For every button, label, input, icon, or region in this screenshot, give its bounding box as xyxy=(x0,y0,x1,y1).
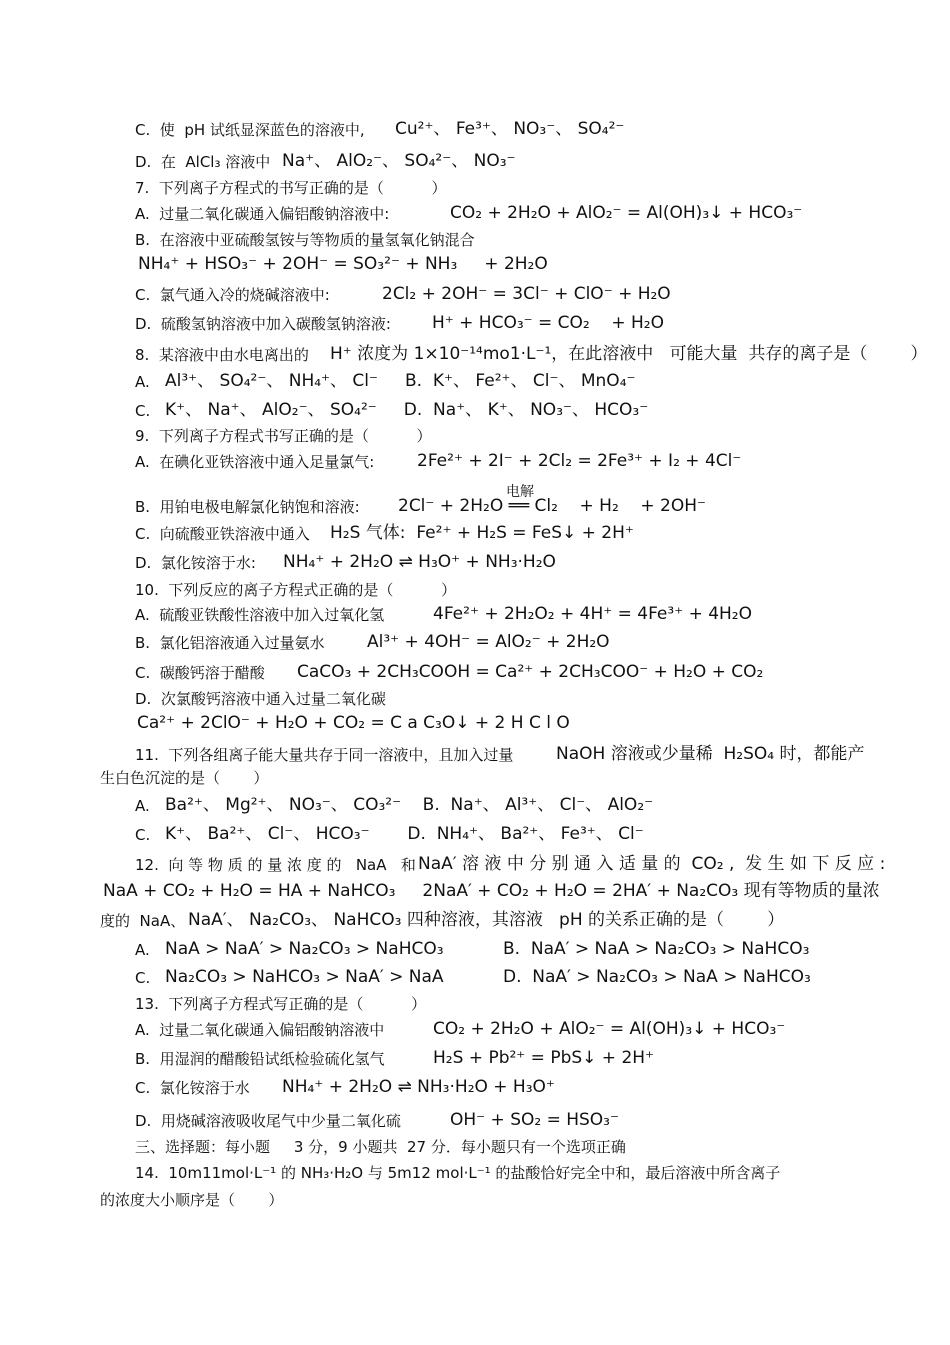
line-text: C. xyxy=(135,402,151,420)
chemical-formula: NaA + CO₂ + H₂O = HA + NaHCO₃ 2NaA′ + CO₂ + H₂O = 2HA′ + Na₂CO₃ 现有等物质的量浓 xyxy=(103,881,880,901)
line-text: D. 氯化铵溶于水: xyxy=(135,554,256,572)
chemical-formula: 4Fe²⁺ + 2H₂O₂ + 4H⁺ = 4Fe³⁺ + 4H₂O xyxy=(433,604,753,624)
chemical-formula: NH₄⁺ + 2H₂O ⇌ H₃O⁺ + NH₃·H₂O xyxy=(283,552,556,572)
line-text: A. 硫酸亚铁酸性溶液中加入过氧化氢 xyxy=(135,606,385,624)
line-text: A. 在碘化亚铁溶液中通入足量氯气: xyxy=(135,453,375,471)
line-text: D. 在 AlCl₃ 溶液中 xyxy=(135,153,271,171)
line-text: C. 向硫酸亚铁溶液中通入 xyxy=(135,525,310,543)
line-text: A. xyxy=(135,373,150,391)
line-text: A. xyxy=(135,941,150,959)
line-text: D. 用烧碱溶液吸收尾气中少量二氧化硫 xyxy=(135,1112,401,1130)
line-text: C. 氯化铵溶于水 xyxy=(135,1079,250,1097)
line-text: C. xyxy=(135,969,151,987)
chemical-formula: Ba²⁺、 Mg²⁺、 NO₃⁻、 CO₃²⁻ B. Na⁺、 Al³⁺、 Cl⁻、 AlO₂⁻ xyxy=(165,795,654,815)
line-text: B. 氯化铝溶液通入过量氨水 xyxy=(135,634,325,652)
line-text: 11. 下列各组离子能大量共存于同一溶液中，且加入过量 xyxy=(135,746,514,764)
chemical-formula: Na₂CO₃ > NaHCO₃ > NaA′ > NaA D. NaA′ > Na₂CO₃ > NaA > NaHCO₃ xyxy=(165,967,811,987)
chemical-formula: NH₄⁺ + HSO₃⁻ + 2OH⁻ = SO₃²⁻ + NH₃ + 2H₂O xyxy=(138,254,548,274)
chemical-formula: NaA′、 Na₂CO₃、 NaHCO₃ 四种溶液，其溶液 pH 的关系正确的是（ ） xyxy=(188,910,785,930)
chemical-formula: Na⁺、 AlO₂⁻、 SO₄²⁻、 NO₃⁻ xyxy=(282,151,516,171)
line-text: B. 在溶液中亚硫酸氢铵与等物质的量氢氧化钠混合 xyxy=(135,231,475,249)
chemical-formula: CO₂ + 2H₂O + AlO₂⁻ = Al(OH)₃↓ + HCO₃⁻ xyxy=(450,203,803,223)
line-text: B. 用铂电极电解氯化钠饱和溶液: xyxy=(135,498,360,516)
chemical-formula: H⁺ + HCO₃⁻ = CO₂ + H₂O xyxy=(432,313,664,333)
line-text: 12. 向 等 物 质 的 量 浓 度 的 NaA 和 xyxy=(135,856,416,874)
line-text: 13. 下列离子方程式写正确的是（ ） xyxy=(135,995,427,1013)
chemical-formula: K⁺、 Na⁺、 AlO₂⁻、 SO₄²⁻ D. Na⁺、 K⁺、 NO₃⁻、 HCO₃⁻ xyxy=(165,400,649,420)
line-text: A. xyxy=(135,797,150,815)
line-text: 9. 下列离子方程式书写正确的是（ ） xyxy=(135,427,432,445)
line-text: C. xyxy=(135,826,151,844)
chemical-formula: NH₄⁺ + 2H₂O ⇌ NH₃·H₂O + H₃O⁺ xyxy=(282,1077,555,1097)
line-text: D. 硫酸氢钠溶液中加入碳酸氢钠溶液: xyxy=(135,315,391,333)
line-text: 8. 某溶液中由水电离出的 xyxy=(135,346,309,364)
chemical-formula: Al³⁺、 SO₄²⁻、 NH₄⁺、 Cl⁻ B. K⁺、 Fe²⁺、 Cl⁻、 MnO₄⁻ xyxy=(165,371,636,391)
line-text: C. 碳酸钙溶于醋酸 xyxy=(135,664,265,682)
chemical-formula: CO₂ + 2H₂O + AlO₂⁻ = Al(OH)₃↓ + HCO₃⁻ xyxy=(433,1019,786,1039)
chemical-formula: OH⁻ + SO₂ = HSO₃⁻ xyxy=(450,1110,619,1130)
chemical-formula: 2Fe²⁺ + 2I⁻ + 2Cl₂ = 2Fe³⁺ + I₂ + 4Cl⁻ xyxy=(417,451,742,471)
chemical-formula: NaA′ 溶 液 中 分 别 通 入 适 量 的 CO₂ , 发 生 如 下 反 应 : xyxy=(418,854,886,874)
line-text: C. 使 pH 试纸显深蓝色的溶液中, xyxy=(135,121,365,139)
chemical-formula: 2Cl⁻ + 2H₂O ══ Cl₂ + H₂ + 2OH⁻ xyxy=(398,496,706,516)
line-text: 度的 NaA、 xyxy=(100,912,186,930)
line-text: 7. 下列离子方程式的书写正确的是（ ） xyxy=(135,179,447,197)
line-text: 14. 10m11mol·L⁻¹ 的 NH₃·H₂O 与 5m12 mol·L⁻¹ 的盐酸恰好完全中和，最后溶液中所含离子 xyxy=(135,1164,781,1182)
chemical-formula: 2Cl₂ + 2OH⁻ = 3Cl⁻ + ClO⁻ + H₂O xyxy=(382,284,671,304)
line-text: B. 用湿润的醋酸铅试纸检验硫化氢气 xyxy=(135,1050,385,1068)
chemical-formula: Al³⁺ + 4OH⁻ = AlO₂⁻ + 2H₂O xyxy=(367,632,610,652)
line-text: 的浓度大小顺序是（ ） xyxy=(100,1191,284,1209)
chemical-formula: H⁺ 浓度为 1×10⁻¹⁴mo1·L⁻¹，在此溶液中 可能大量 共存的离子是（ ） xyxy=(330,344,928,364)
line-text: 生白色沉淀的是（ ） xyxy=(100,769,269,787)
line-text: 三、选择题：每小题 3 分，9 小题共 27 分．每小题只有一个选项正确 xyxy=(135,1138,626,1156)
line-text: C. 氯气通入冷的烧碱溶液中: xyxy=(135,286,330,304)
chemical-formula: Ca²⁺ + 2ClO⁻ + H₂O + CO₂ = C a C₃O↓ + 2 H C l O xyxy=(137,713,570,733)
chemical-formula: H₂S + Pb²⁺ = PbS↓ + 2H⁺ xyxy=(433,1048,655,1068)
chemical-formula: H₂S 气体: Fe²⁺ + H₂S = FeS↓ + 2H⁺ xyxy=(330,523,634,543)
line-text: A. 过量二氧化碳通入偏铝酸钠溶液中 xyxy=(135,1021,385,1039)
chemical-formula: K⁺、 Ba²⁺、 Cl⁻、 HCO₃⁻ D. NH₄⁺、 Ba²⁺、 Fe³⁺、 Cl⁻ xyxy=(165,824,644,844)
chemical-formula: CaCO₃ + 2CH₃COOH = Ca²⁺ + 2CH₃COO⁻ + H₂O + CO₂ xyxy=(297,662,764,682)
line-text: D. 次氯酸钙溶液中通入过量二氧化碳 xyxy=(135,690,386,708)
line-text: 10. 下列反应的离子方程式正确的是（ ） xyxy=(135,581,457,599)
chemical-formula: NaOH 溶液或少量稀 H₂SO₄ 时，都能产 xyxy=(556,744,865,764)
electrolysis-condition-label: 电解 xyxy=(506,484,534,500)
chemical-formula: NaA > NaA′ > Na₂CO₃ > NaHCO₃ B. NaA′ > NaA > Na₂CO₃ > NaHCO₃ xyxy=(165,939,810,959)
line-text: A. 过量二氧化碳通入偏铝酸钠溶液中: xyxy=(135,205,390,223)
chemical-formula: Cu²⁺、 Fe³⁺、 NO₃⁻、 SO₄²⁻ xyxy=(395,119,625,139)
